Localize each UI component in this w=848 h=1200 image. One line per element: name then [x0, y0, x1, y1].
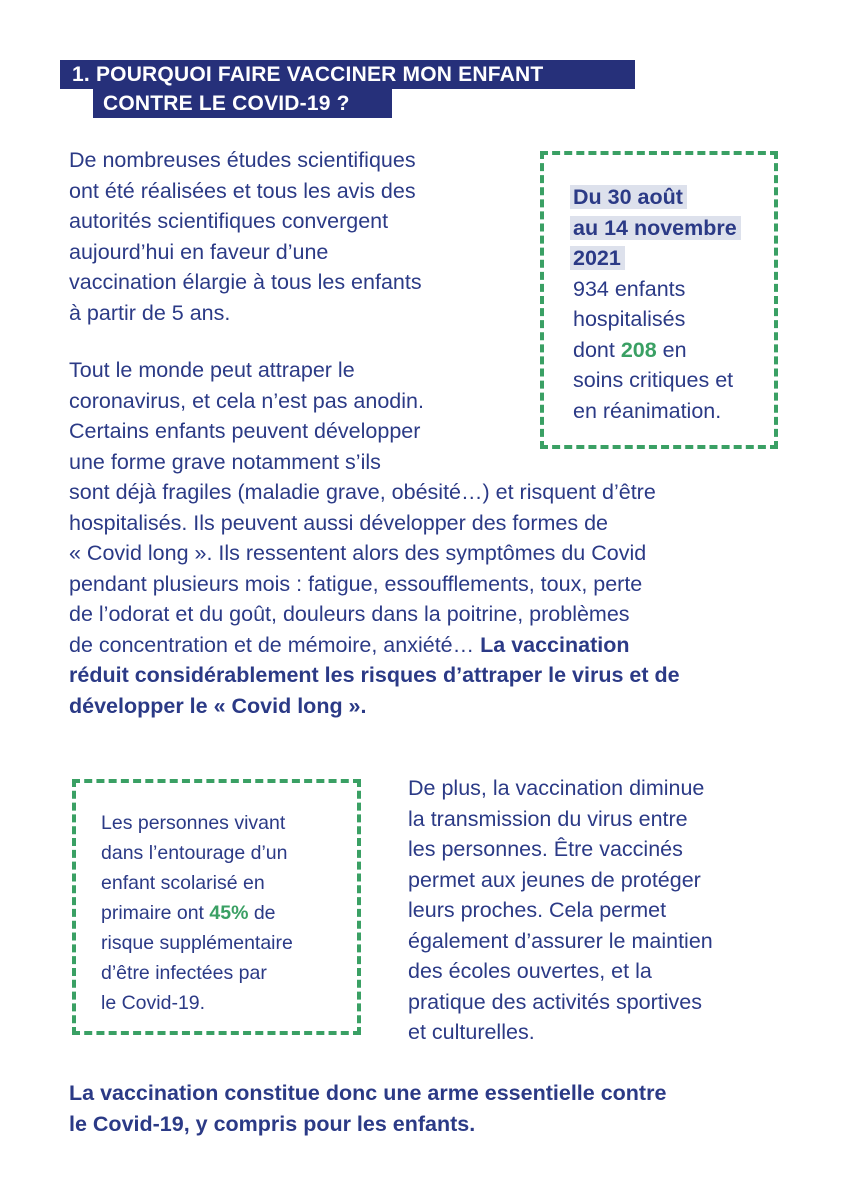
- text-line: [69, 630, 789, 661]
- text-line: hospitalisés. Ils peuvent aussi développer des formes de: [69, 510, 609, 535]
- intro-paragraph: [69, 145, 529, 328]
- text-line: aujourd’hui en faveur d’une: [69, 239, 329, 264]
- date-range-line: 2021: [570, 246, 625, 270]
- stat-suffix: de: [248, 902, 276, 924]
- text-emphasis-line: réduit considérablement les risques d’attraper le virus et de: [69, 663, 680, 687]
- text-emphasis: La vaccination: [480, 632, 630, 657]
- stat-line: soins critiques et: [573, 368, 734, 392]
- stat-prefix: primaire ont: [101, 902, 210, 924]
- text-line: sont déjà fragiles (maladie grave, obésité…) et risquent d’être: [69, 480, 656, 504]
- text-emphasis-line: développer le « Covid long ».: [69, 693, 367, 718]
- entourage-stat-box: [72, 779, 361, 1035]
- stat-line: d’être infectées par: [101, 962, 267, 984]
- stat-line: enfant scolarisé en: [101, 872, 265, 894]
- text-line: permet aux jeunes de protéger: [408, 867, 701, 892]
- risk-paragraph: [69, 355, 789, 721]
- text-line: De nombreuses études scientifiques: [69, 148, 416, 172]
- text-line: à partir de 5 ans.: [69, 300, 231, 325]
- text-line: coronavirus, et cela n’est pas anodin.: [69, 388, 424, 413]
- text-line: vaccination élargie à tous les enfants: [69, 270, 422, 294]
- text-plain: de concentration et de mémoire, anxiété…: [69, 632, 481, 657]
- stat-line: en réanimation.: [573, 398, 722, 423]
- text-line: autorités scientifiques convergent: [69, 209, 389, 233]
- text-line: la transmission du virus entre: [408, 806, 688, 831]
- stat-line: Les personnes vivant: [101, 812, 286, 834]
- stat-line: dans l’entourage d’un: [101, 842, 288, 864]
- text-line: et culturelles.: [408, 1020, 535, 1044]
- text-line: une forme grave notamment s’ils: [69, 449, 381, 474]
- transmission-paragraph: [408, 773, 818, 1048]
- infection-risk-percent: 45%: [209, 902, 249, 924]
- heading-line-2: CONTRE LE COVID-19 ?: [93, 89, 392, 118]
- date-range-line: au 14 novembre: [570, 216, 741, 240]
- heading-line-1: 1. POURQUOI FAIRE VACCINER MON ENFANT: [60, 60, 635, 89]
- stat-line: risque supplémentaire: [101, 932, 293, 954]
- stat-line: hospitalisés: [573, 307, 686, 331]
- text-line: des écoles ouvertes, et la: [408, 959, 652, 983]
- stat-line: le Covid-19.: [101, 992, 206, 1014]
- text-line: ont été réalisées et tous les avis des: [69, 178, 416, 203]
- date-range-line: Du 30 août: [570, 185, 687, 209]
- stat-line: 934 enfants: [573, 276, 686, 301]
- text-line: les personnes. Être vaccinés: [408, 837, 683, 861]
- critical-care-count: 208: [620, 337, 657, 362]
- text-line: La vaccination constitue donc une arme essentielle contre: [69, 1081, 667, 1105]
- text-line: également d’assurer le maintien: [408, 928, 713, 953]
- section-heading: [60, 60, 635, 118]
- text-line: pratique des activités sportives: [408, 989, 702, 1014]
- text-line: Tout le monde peut attraper le: [69, 358, 355, 382]
- text-line: De plus, la vaccination diminue: [408, 776, 705, 800]
- stat-suffix: en: [656, 337, 687, 362]
- conclusion-paragraph: [69, 1078, 789, 1139]
- stat-prefix: dont: [573, 337, 621, 362]
- stat-line: [101, 898, 357, 928]
- text-line: le Covid-19, y compris pour les enfants.: [69, 1111, 476, 1136]
- text-line: de l’odorat et du goût, douleurs dans la poitrine, problèmes: [69, 602, 630, 626]
- text-line: leurs proches. Cela permet: [408, 898, 667, 922]
- text-line: pendant plusieurs mois : fatigue, essoufflements, toux, perte: [69, 571, 643, 596]
- text-line: Certains enfants peuvent développer: [69, 419, 421, 443]
- text-line: « Covid long ». Ils ressentent alors des symptômes du Covid: [69, 541, 647, 565]
